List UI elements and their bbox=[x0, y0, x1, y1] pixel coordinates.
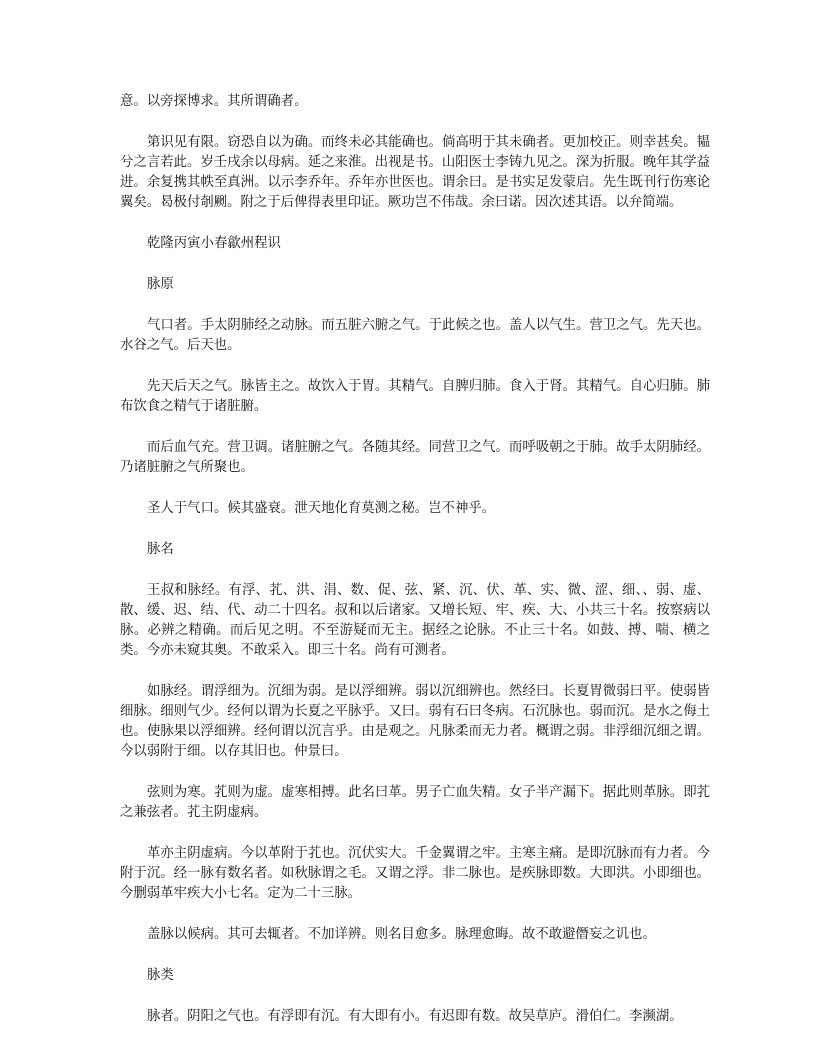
preface-signature: 乾隆丙寅小春歙州程识 bbox=[147, 236, 281, 251]
section-heading-mai-yuan: 脉原 bbox=[147, 277, 174, 292]
paragraph-mai-lei-1: 脉者。阴阳之气也。有浮即有沉。有大即有小。有迟即有数。故吴草庐。滑伯仁。李濒湖。 bbox=[147, 1009, 683, 1024]
paragraph-preface-end: 意。以旁探博求。其所谓确者。 bbox=[120, 94, 308, 109]
paragraph-mai-yuan-2: 先天后天之气。脉皆主之。故饮入于胃。其精气。自脾归肺。食入于肾。其精气。自心归肺。肺布饮食之精气于诸脏腑。 bbox=[120, 379, 710, 414]
paragraph-preface-body: 第识见有限。窃恐自以为确。而终未必其能确也。倘高明于其未确者。更加校正。则幸甚矣。韫兮之言若此。岁壬戌余以母病。延之来淮。出视是书。山阳医士李铸九见之。深为折服。晚年其学益进。余复携其帙至真洲。以示李乔年。乔年亦世医也。谓余曰。是书实足发蒙启。先生既刊行伤寒论翼矣。曷极付剞劂。附之于后俾得表里印证。厥功岂不伟哉。余曰诺。因次述其语。以弁简端。 bbox=[120, 135, 710, 210]
paragraph-mai-ming-3: 弦则为寒。芤则为虚。虚寒相搏。此名曰革。男子亡血失精。女子半产漏下。据此则革脉。即芤之兼弦者。芤主阴虚病。 bbox=[120, 785, 710, 820]
paragraph-mai-ming-1: 王叔和脉经。有浮、芤、洪、涓、数、促、弦、紧、沉、伏、革、实、微、涩、细、、弱、虚、散、缓、迟、结、代、动二十四名。叔和以后诸家。又增长短、牢、疾、大、小共三十名。按察病以脉。必辨之精确。而后见之明。不至游疑而无主。据经之论脉。不止三十名。如鼓、搏、喘、横之类。今亦未窥其奥。不敢采入。即三十名。尚有可测者。 bbox=[120, 583, 710, 658]
paragraph-mai-ming-2: 如脉经。谓浮细为。沉细为弱。是以浮细辨。弱以沉细辨也。然经曰。长夏胃微弱曰平。使弱皆细脉。细则气少。经何以谓为长夏之平脉乎。又曰。弱有石曰冬病。石沉脉也。弱而沉。是水之侮土也。使脉果以浮细辨。经何谓以沉言乎。由是观之。凡脉柔而无力者。概谓之弱。非浮细沉细之谓。今以弱附于细。以存其旧也。仲景曰。 bbox=[120, 684, 710, 759]
section-heading-mai-ming: 脉名 bbox=[147, 542, 174, 557]
paragraph-mai-yuan-3: 而后血气充。营卫调。诸脏腑之气。各随其经。同营卫之气。而呼吸朝之于肺。故手太阴肺经。乃诸脏腑之气所聚也。 bbox=[120, 440, 710, 475]
paragraph-mai-ming-5: 盖脉以候病。其可去辄者。不加详辨。则名目愈多。脉理愈晦。故不敢避僭妄之讥也。 bbox=[147, 927, 656, 942]
paragraph-mai-ming-4: 革亦主阴虚病。今以革附于芤也。沉伏实大。千金翼谓之牢。主寒主痛。是即沉脉而有力者。今附于沉。经一脉有数名者。如秋脉谓之毛。又谓之浮。非二脉也。是疾脉即数。大即洪。小即细也。今删弱革牢疾大小七名。定为二十三脉。 bbox=[120, 846, 710, 901]
paragraph-mai-yuan-1: 气口者。手太阴肺经之动脉。而五脏六腑之气。于此候之也。盖人以气生。营卫之气。先天也。水谷之气。后天也。 bbox=[120, 318, 710, 353]
paragraph-mai-yuan-4: 圣人于气口。候其盛衰。泄天地化育莫测之秘。岂不神乎。 bbox=[147, 501, 496, 516]
section-heading-mai-lei: 脉类 bbox=[147, 968, 174, 983]
